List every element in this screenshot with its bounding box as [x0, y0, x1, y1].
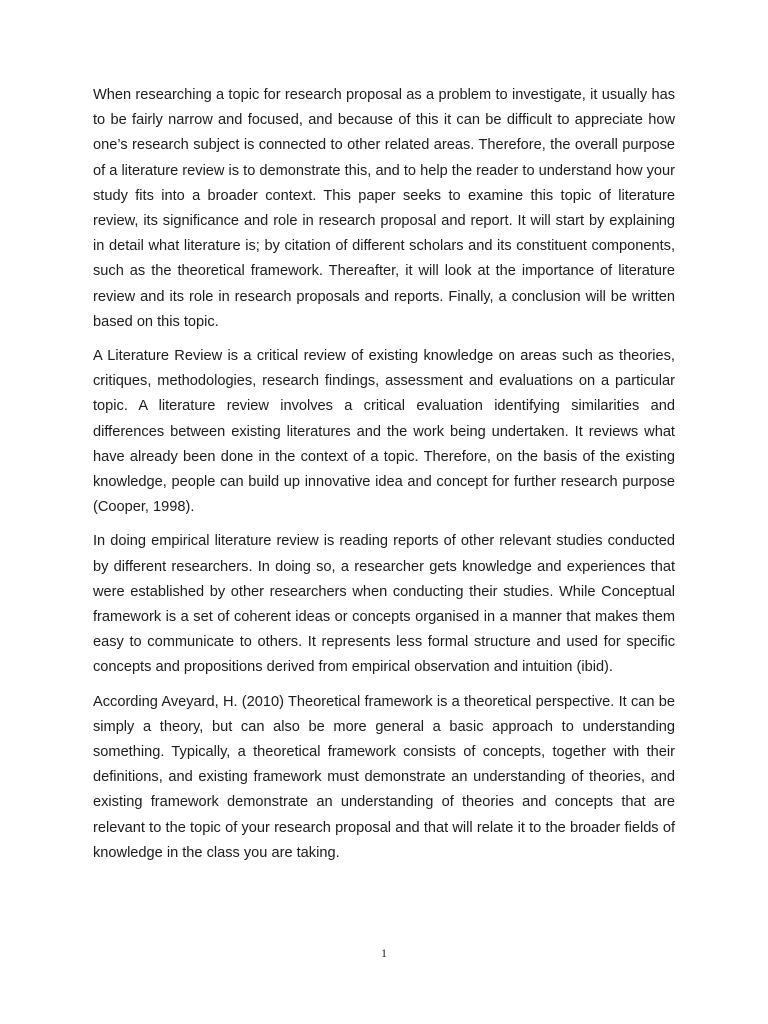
paragraph-empirical-conceptual: In doing empirical literature review is reading reports of other relevant studies conducted by different researchers. In doing so, a researcher gets knowledge and experiences that were established by other researchers when conducting their studies. While Conceptual framework is a set of coherent ideas or concepts organised in a manner that makes them easy to communicate to others. It represents less formal structure and used for specific concepts and propositions derived from empirical observation and intuition (ibid). [93, 533, 675, 676]
paragraph-theoretical-framework: According Aveyard, H. (2010) Theoretical framework is a theoretical perspective. It can be simply a theory, but can also be more general a basic approach to understanding something. Typically, a theoretical framework consists of concepts, together with their definitions, and existing framework must demonstrate an understanding of theories, and existing framework demonstrate an understanding of theories and concepts that are relevant to the topic of your research proposal and that will relate it to the broader fields of knowledge in the class you are taking. [93, 693, 675, 861]
paragraph-intro: When researching a topic for research proposal as a problem to investigate, it usually has to be fairly narrow and focused, and because of this it can be difficult to appreciate how one’s research subject is connected to other related areas. Therefore, the overall purpose of a literature review is to demonstrate this, and to help the reader to understand how your study fits into a broader context. This paper seeks to examine this topic of literature review, its significance and role in research proposal and report. It will start by explaining in detail what literature is; by citation of different scholars and its constituent components, such as the theoretical framework. Thereafter, it will look at the importance of literature review and its role in research proposals and reports. Finally, a conclusion will be written based on this topic. [93, 87, 675, 330]
page-number: 1 [381, 946, 387, 960]
document-body [93, 83, 675, 875]
paragraph-literature-review-definition: A Literature Review is a critical review of existing knowledge on areas such as theories, critiques, methodologies, research findings, assessment and evaluations on a particular topic. A literature review involves a critical evaluation identifying similarities and differences between existing literatures and the work being undertaken. It reviews what have already been done in the context of a topic. Therefore, on the basis of the existing knowledge, people can build up innovative idea and concept for further research purpose (Cooper, 1998). [93, 348, 675, 516]
